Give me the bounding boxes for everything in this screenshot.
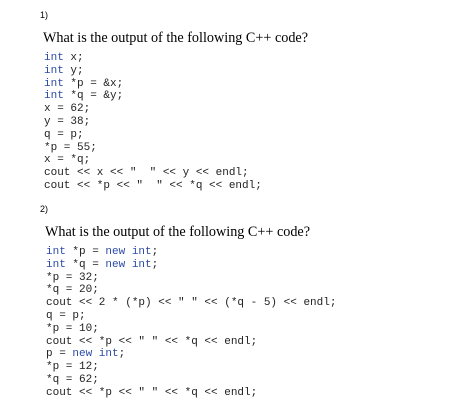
code-text: ; (151, 258, 159, 271)
code-line (46, 323, 336, 336)
code-keyword: int (46, 258, 66, 271)
problem-number: 2) (40, 204, 49, 214)
code-text: *p = (65, 246, 106, 258)
code-keyword: new int (72, 348, 119, 361)
code-line (46, 310, 336, 323)
code-text: p = (46, 348, 73, 361)
code-keyword: new int (105, 246, 152, 258)
code-line (46, 284, 336, 297)
code-line (44, 129, 262, 142)
code-line (44, 78, 262, 91)
code-line (46, 246, 336, 259)
code-text: *p = 10; (46, 322, 99, 335)
code-line (46, 259, 336, 272)
code-line (44, 90, 262, 103)
code-line (46, 297, 336, 310)
code-text: *q = &y; (63, 90, 124, 103)
code-text: cout << *p << " " << *q << endl; (44, 179, 262, 192)
code-text: cout << *p << " " << *q << endl; (46, 335, 258, 348)
code-text: y = 38; (44, 115, 91, 128)
code-keyword: int (44, 77, 64, 90)
code-text: x = 62; (44, 103, 91, 116)
code-text: *p = 12; (46, 361, 99, 374)
code-text: q = p; (44, 128, 84, 141)
code-text: cout << 2 * (*p) << " " << (*q - 5) << endl; (46, 297, 337, 310)
code-line (44, 116, 262, 129)
code-text: q = p; (46, 309, 86, 322)
code-text: *q = 20; (46, 284, 99, 297)
code-line (44, 65, 262, 78)
question-text: What is the output of the following C++ code? (45, 224, 311, 240)
code-keyword: int (46, 246, 66, 258)
code-text: y; (63, 64, 84, 77)
code-keyword: int (44, 90, 64, 103)
code-text: ; (151, 246, 159, 258)
code-keyword: new int (105, 258, 152, 271)
code-text: x = *q; (44, 154, 91, 167)
code-line (46, 348, 336, 361)
code-text: *q = (65, 258, 106, 271)
code-text: *q = 62; (46, 373, 99, 386)
code-line (46, 272, 336, 285)
code-text: *p = 55; (44, 141, 97, 154)
code-line (46, 374, 336, 387)
code-line (44, 167, 262, 180)
code-text: cout << *p << " " << *q << endl; (46, 386, 258, 399)
code-block (44, 52, 262, 193)
code-text: cout << x << " " << y << endl; (44, 167, 249, 180)
code-text: x; (63, 52, 84, 64)
code-block (46, 246, 336, 400)
code-keyword: int (44, 52, 64, 64)
code-text: *p = &x; (63, 77, 124, 90)
code-line (44, 180, 262, 193)
code-line (44, 154, 262, 167)
code-text: ; (118, 348, 126, 361)
problem-number: 1) (40, 10, 49, 20)
code-text: *p = 32; (46, 271, 99, 284)
code-line (44, 103, 262, 116)
code-line (46, 361, 336, 374)
code-line (44, 52, 262, 65)
question-text: What is the output of the following C++ code? (43, 30, 309, 46)
code-line (46, 336, 336, 349)
code-line (44, 142, 262, 155)
code-line (46, 387, 336, 400)
code-keyword: int (44, 64, 64, 77)
